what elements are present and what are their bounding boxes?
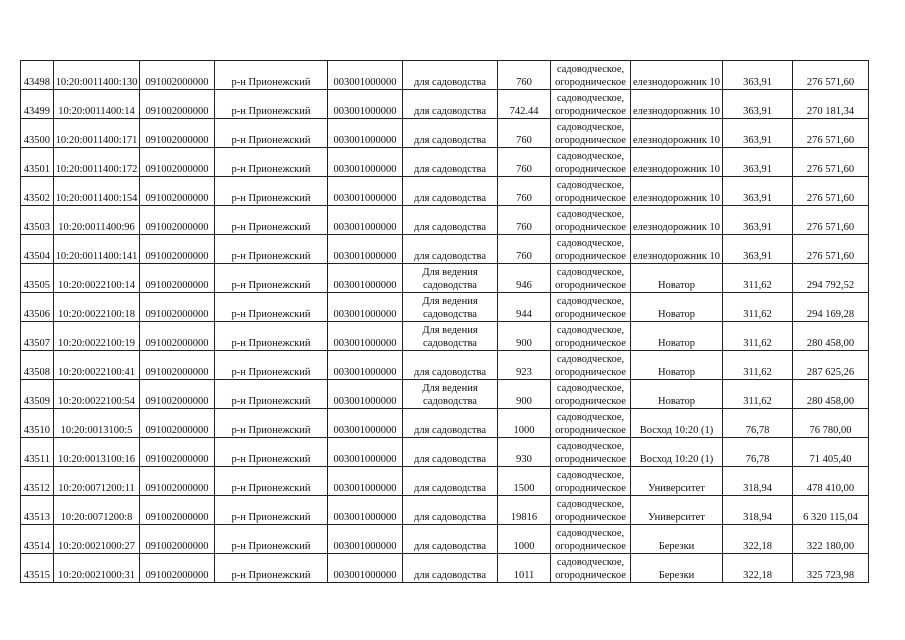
- cell-location: Новатор: [631, 264, 723, 293]
- cell-cadastral-number: 10:20:0011400:171: [54, 119, 140, 148]
- cell-code: 003001000000: [328, 380, 403, 409]
- cell-land-type: садоводческое, огородническое: [551, 438, 631, 467]
- cell-cadastral-value: 276 571,60: [793, 148, 869, 177]
- cell-code: 003001000000: [328, 438, 403, 467]
- cell-okato: 091002000000: [140, 177, 215, 206]
- cell-number: 43514: [21, 525, 54, 554]
- cell-unit-price: 311,62: [723, 322, 793, 351]
- cell-code: 003001000000: [328, 119, 403, 148]
- cell-unit-price: 311,62: [723, 351, 793, 380]
- cell-code: 003001000000: [328, 177, 403, 206]
- cell-number: 43503: [21, 206, 54, 235]
- cell-permitted-use: для садоводства: [403, 467, 498, 496]
- cell-number: 43505: [21, 264, 54, 293]
- cell-permitted-use: для садоводства: [403, 90, 498, 119]
- cell-number: 43507: [21, 322, 54, 351]
- cell-code: 003001000000: [328, 409, 403, 438]
- cell-cadastral-value: 478 410,00: [793, 467, 869, 496]
- cell-location: Новатор: [631, 293, 723, 322]
- cell-code: 003001000000: [328, 554, 403, 583]
- cell-permitted-use: для садоводства: [403, 438, 498, 467]
- cell-location: елезнодорожник 10: [631, 206, 723, 235]
- cell-district: р-н Прионежский: [215, 90, 328, 119]
- cell-area: 900: [498, 380, 551, 409]
- cell-cadastral-number: 10:20:0011400:154: [54, 177, 140, 206]
- cell-land-type: садоводческое, огородническое: [551, 177, 631, 206]
- cell-area: 900: [498, 322, 551, 351]
- cell-number: 43498: [21, 61, 54, 90]
- cell-land-type: садоводческое, огородническое: [551, 380, 631, 409]
- cell-land-type: садоводческое, огородническое: [551, 467, 631, 496]
- cell-okato: 091002000000: [140, 409, 215, 438]
- cell-cadastral-number: 10:20:0022100:41: [54, 351, 140, 380]
- cell-permitted-use: для садоводства: [403, 351, 498, 380]
- cell-unit-price: 311,62: [723, 380, 793, 409]
- cell-cadastral-value: 280 458,00: [793, 380, 869, 409]
- cell-number: 43506: [21, 293, 54, 322]
- cell-area: 760: [498, 148, 551, 177]
- cell-location: елезнодорожник 10: [631, 119, 723, 148]
- cell-land-type: садоводческое, огородническое: [551, 554, 631, 583]
- cell-district: р-н Прионежский: [215, 206, 328, 235]
- cell-district: р-н Прионежский: [215, 177, 328, 206]
- cell-code: 003001000000: [328, 206, 403, 235]
- cell-land-type: садоводческое, огородническое: [551, 322, 631, 351]
- cell-unit-price: 311,62: [723, 264, 793, 293]
- cell-cadastral-number: 10:20:0011400:172: [54, 148, 140, 177]
- cell-cadastral-number: 10:20:0013100:5: [54, 409, 140, 438]
- cell-land-type: садоводческое, огородническое: [551, 148, 631, 177]
- cell-location: Новатор: [631, 380, 723, 409]
- table-row: [21, 148, 869, 177]
- cell-code: 003001000000: [328, 322, 403, 351]
- cell-unit-price: 322,18: [723, 554, 793, 583]
- cell-cadastral-value: 270 181,34: [793, 90, 869, 119]
- cell-area: 760: [498, 61, 551, 90]
- cell-unit-price: 363,91: [723, 90, 793, 119]
- cell-cadastral-number: 10:20:0011400:96: [54, 206, 140, 235]
- cell-cadastral-number: 10:20:0022100:18: [54, 293, 140, 322]
- cell-district: р-н Прионежский: [215, 235, 328, 264]
- cell-permitted-use: для садоводства: [403, 235, 498, 264]
- cell-code: 003001000000: [328, 264, 403, 293]
- table-row: [21, 206, 869, 235]
- cell-cadastral-value: 276 571,60: [793, 206, 869, 235]
- cell-location: Университет: [631, 467, 723, 496]
- cell-location: елезнодорожник 10: [631, 148, 723, 177]
- cell-district: р-н Прионежский: [215, 293, 328, 322]
- cell-code: 003001000000: [328, 525, 403, 554]
- cell-land-type: садоводческое, огородническое: [551, 525, 631, 554]
- cell-district: р-н Прионежский: [215, 554, 328, 583]
- cell-location: елезнодорожник 10: [631, 90, 723, 119]
- cell-district: р-н Прионежский: [215, 409, 328, 438]
- cell-code: 003001000000: [328, 90, 403, 119]
- cell-permitted-use: Для ведения садоводства: [403, 293, 498, 322]
- cell-code: 003001000000: [328, 351, 403, 380]
- cell-code: 003001000000: [328, 467, 403, 496]
- cell-cadastral-value: 76 780,00: [793, 409, 869, 438]
- cell-unit-price: 322,18: [723, 525, 793, 554]
- cell-district: р-н Прионежский: [215, 380, 328, 409]
- cell-cadastral-value: 325 723,98: [793, 554, 869, 583]
- cell-area: 760: [498, 119, 551, 148]
- cell-cadastral-number: 10:20:0022100:19: [54, 322, 140, 351]
- cell-unit-price: 363,91: [723, 177, 793, 206]
- table-row: [21, 554, 869, 583]
- cell-number: 43501: [21, 148, 54, 177]
- cell-unit-price: 363,91: [723, 206, 793, 235]
- table-row: [21, 380, 869, 409]
- cell-code: 003001000000: [328, 496, 403, 525]
- cell-cadastral-number: 10:20:0071200:11: [54, 467, 140, 496]
- cell-land-type: садоводческое, огородническое: [551, 61, 631, 90]
- cell-cadastral-number: 10:20:0022100:54: [54, 380, 140, 409]
- cell-land-type: садоводческое, огородническое: [551, 409, 631, 438]
- cell-area: 1000: [498, 525, 551, 554]
- table-row: [21, 467, 869, 496]
- cell-okato: 091002000000: [140, 380, 215, 409]
- cell-area: 946: [498, 264, 551, 293]
- cell-permitted-use: для садоводства: [403, 177, 498, 206]
- cell-permitted-use: для садоводства: [403, 119, 498, 148]
- cell-area: 944: [498, 293, 551, 322]
- cell-area: 1000: [498, 409, 551, 438]
- cell-cadastral-number: 10:20:0021000:31: [54, 554, 140, 583]
- cell-area: 1500: [498, 467, 551, 496]
- table-row: [21, 496, 869, 525]
- cell-cadastral-number: 10:20:0013100:16: [54, 438, 140, 467]
- cell-district: р-н Прионежский: [215, 322, 328, 351]
- cell-permitted-use: для садоводства: [403, 61, 498, 90]
- cell-unit-price: 318,94: [723, 496, 793, 525]
- cell-code: 003001000000: [328, 235, 403, 264]
- cell-cadastral-value: 71 405,40: [793, 438, 869, 467]
- cell-okato: 091002000000: [140, 496, 215, 525]
- cell-cadastral-value: 280 458,00: [793, 322, 869, 351]
- cell-land-type: садоводческое, огородническое: [551, 351, 631, 380]
- cell-unit-price: 363,91: [723, 148, 793, 177]
- table-row: [21, 177, 869, 206]
- cell-number: 43513: [21, 496, 54, 525]
- cell-cadastral-value: 6 320 115,04: [793, 496, 869, 525]
- cell-cadastral-value: 276 571,60: [793, 61, 869, 90]
- cell-okato: 091002000000: [140, 235, 215, 264]
- cell-location: елезнодорожник 10: [631, 61, 723, 90]
- table-row: [21, 90, 869, 119]
- cell-permitted-use: для садоводства: [403, 409, 498, 438]
- cell-okato: 091002000000: [140, 467, 215, 496]
- cell-okato: 091002000000: [140, 119, 215, 148]
- table-row: [21, 322, 869, 351]
- table-row: [21, 293, 869, 322]
- cell-number: 43515: [21, 554, 54, 583]
- cell-location: Восход 10:20 (1): [631, 409, 723, 438]
- cell-location: елезнодорожник 10: [631, 235, 723, 264]
- cell-cadastral-number: 10:20:0011400:14: [54, 90, 140, 119]
- cell-district: р-н Прионежский: [215, 467, 328, 496]
- cell-okato: 091002000000: [140, 90, 215, 119]
- cell-area: 760: [498, 235, 551, 264]
- cell-okato: 091002000000: [140, 148, 215, 177]
- cell-number: 43509: [21, 380, 54, 409]
- cell-code: 003001000000: [328, 148, 403, 177]
- cell-okato: 091002000000: [140, 264, 215, 293]
- cell-permitted-use: Для ведения садоводства: [403, 322, 498, 351]
- cell-number: 43499: [21, 90, 54, 119]
- cell-area: 1011: [498, 554, 551, 583]
- cell-location: Березки: [631, 554, 723, 583]
- cell-number: 43502: [21, 177, 54, 206]
- cell-permitted-use: для садоводства: [403, 525, 498, 554]
- table-row: [21, 235, 869, 264]
- cell-land-type: садоводческое, огородническое: [551, 235, 631, 264]
- cell-okato: 091002000000: [140, 438, 215, 467]
- cell-cadastral-value: 276 571,60: [793, 177, 869, 206]
- table-row: [21, 119, 869, 148]
- cell-cadastral-value: 294 792,52: [793, 264, 869, 293]
- cell-location: Восход 10:20 (1): [631, 438, 723, 467]
- cell-unit-price: 76,78: [723, 409, 793, 438]
- cell-area: 19816: [498, 496, 551, 525]
- table-row: [21, 438, 869, 467]
- table-row: [21, 264, 869, 293]
- cell-district: р-н Прионежский: [215, 496, 328, 525]
- cell-cadastral-value: 287 625,26: [793, 351, 869, 380]
- cell-area: 923: [498, 351, 551, 380]
- cell-cadastral-number: 10:20:0022100:14: [54, 264, 140, 293]
- cell-number: 43504: [21, 235, 54, 264]
- cell-okato: 091002000000: [140, 554, 215, 583]
- cell-area: 760: [498, 206, 551, 235]
- cell-location: Университет: [631, 496, 723, 525]
- cell-cadastral-value: 322 180,00: [793, 525, 869, 554]
- cell-okato: 091002000000: [140, 293, 215, 322]
- table-row: [21, 409, 869, 438]
- cell-okato: 091002000000: [140, 206, 215, 235]
- cell-land-type: садоводческое, огородническое: [551, 293, 631, 322]
- cell-district: р-н Прионежский: [215, 119, 328, 148]
- cell-location: Березки: [631, 525, 723, 554]
- land-plots-table: [20, 60, 869, 583]
- cell-cadastral-number: 10:20:0071200:8: [54, 496, 140, 525]
- cell-land-type: садоводческое, огородническое: [551, 496, 631, 525]
- cell-unit-price: 363,91: [723, 235, 793, 264]
- cell-cadastral-number: 10:20:0011400:130: [54, 61, 140, 90]
- cell-cadastral-value: 294 169,28: [793, 293, 869, 322]
- cell-unit-price: 363,91: [723, 119, 793, 148]
- cell-cadastral-number: 10:20:0021000:27: [54, 525, 140, 554]
- cell-cadastral-number: 10:20:0011400:141: [54, 235, 140, 264]
- cell-permitted-use: для садоводства: [403, 206, 498, 235]
- cell-district: р-н Прионежский: [215, 351, 328, 380]
- cell-okato: 091002000000: [140, 61, 215, 90]
- cell-location: Новатор: [631, 322, 723, 351]
- cell-district: р-н Прионежский: [215, 438, 328, 467]
- cell-okato: 091002000000: [140, 322, 215, 351]
- table-row: [21, 351, 869, 380]
- cell-district: р-н Прионежский: [215, 264, 328, 293]
- cell-cadastral-value: 276 571,60: [793, 235, 869, 264]
- cell-land-type: садоводческое, огородническое: [551, 264, 631, 293]
- cell-permitted-use: для садоводства: [403, 554, 498, 583]
- table-body: [21, 61, 869, 583]
- table-row: [21, 525, 869, 554]
- cell-location: елезнодорожник 10: [631, 177, 723, 206]
- cell-land-type: садоводческое, огородническое: [551, 90, 631, 119]
- cell-okato: 091002000000: [140, 351, 215, 380]
- cell-land-type: садоводческое, огородническое: [551, 119, 631, 148]
- cell-district: р-н Прионежский: [215, 525, 328, 554]
- cell-permitted-use: для садоводства: [403, 496, 498, 525]
- cell-district: р-н Прионежский: [215, 148, 328, 177]
- cell-cadastral-value: 276 571,60: [793, 119, 869, 148]
- cell-number: 43512: [21, 467, 54, 496]
- cell-location: Новатор: [631, 351, 723, 380]
- cell-permitted-use: Для ведения садоводства: [403, 380, 498, 409]
- table-row: [21, 61, 869, 90]
- cell-number: 43508: [21, 351, 54, 380]
- cell-district: р-н Прионежский: [215, 61, 328, 90]
- cell-code: 003001000000: [328, 293, 403, 322]
- cell-permitted-use: для садоводства: [403, 148, 498, 177]
- cell-unit-price: 311,62: [723, 293, 793, 322]
- cell-unit-price: 363,91: [723, 61, 793, 90]
- cell-unit-price: 76,78: [723, 438, 793, 467]
- cell-area: 760: [498, 177, 551, 206]
- cell-area: 742.44: [498, 90, 551, 119]
- cell-permitted-use: Для ведения садоводства: [403, 264, 498, 293]
- cell-number: 43511: [21, 438, 54, 467]
- cell-unit-price: 318,94: [723, 467, 793, 496]
- cell-code: 003001000000: [328, 61, 403, 90]
- cell-land-type: садоводческое, огородническое: [551, 206, 631, 235]
- cell-number: 43500: [21, 119, 54, 148]
- cell-number: 43510: [21, 409, 54, 438]
- cell-area: 930: [498, 438, 551, 467]
- cell-okato: 091002000000: [140, 525, 215, 554]
